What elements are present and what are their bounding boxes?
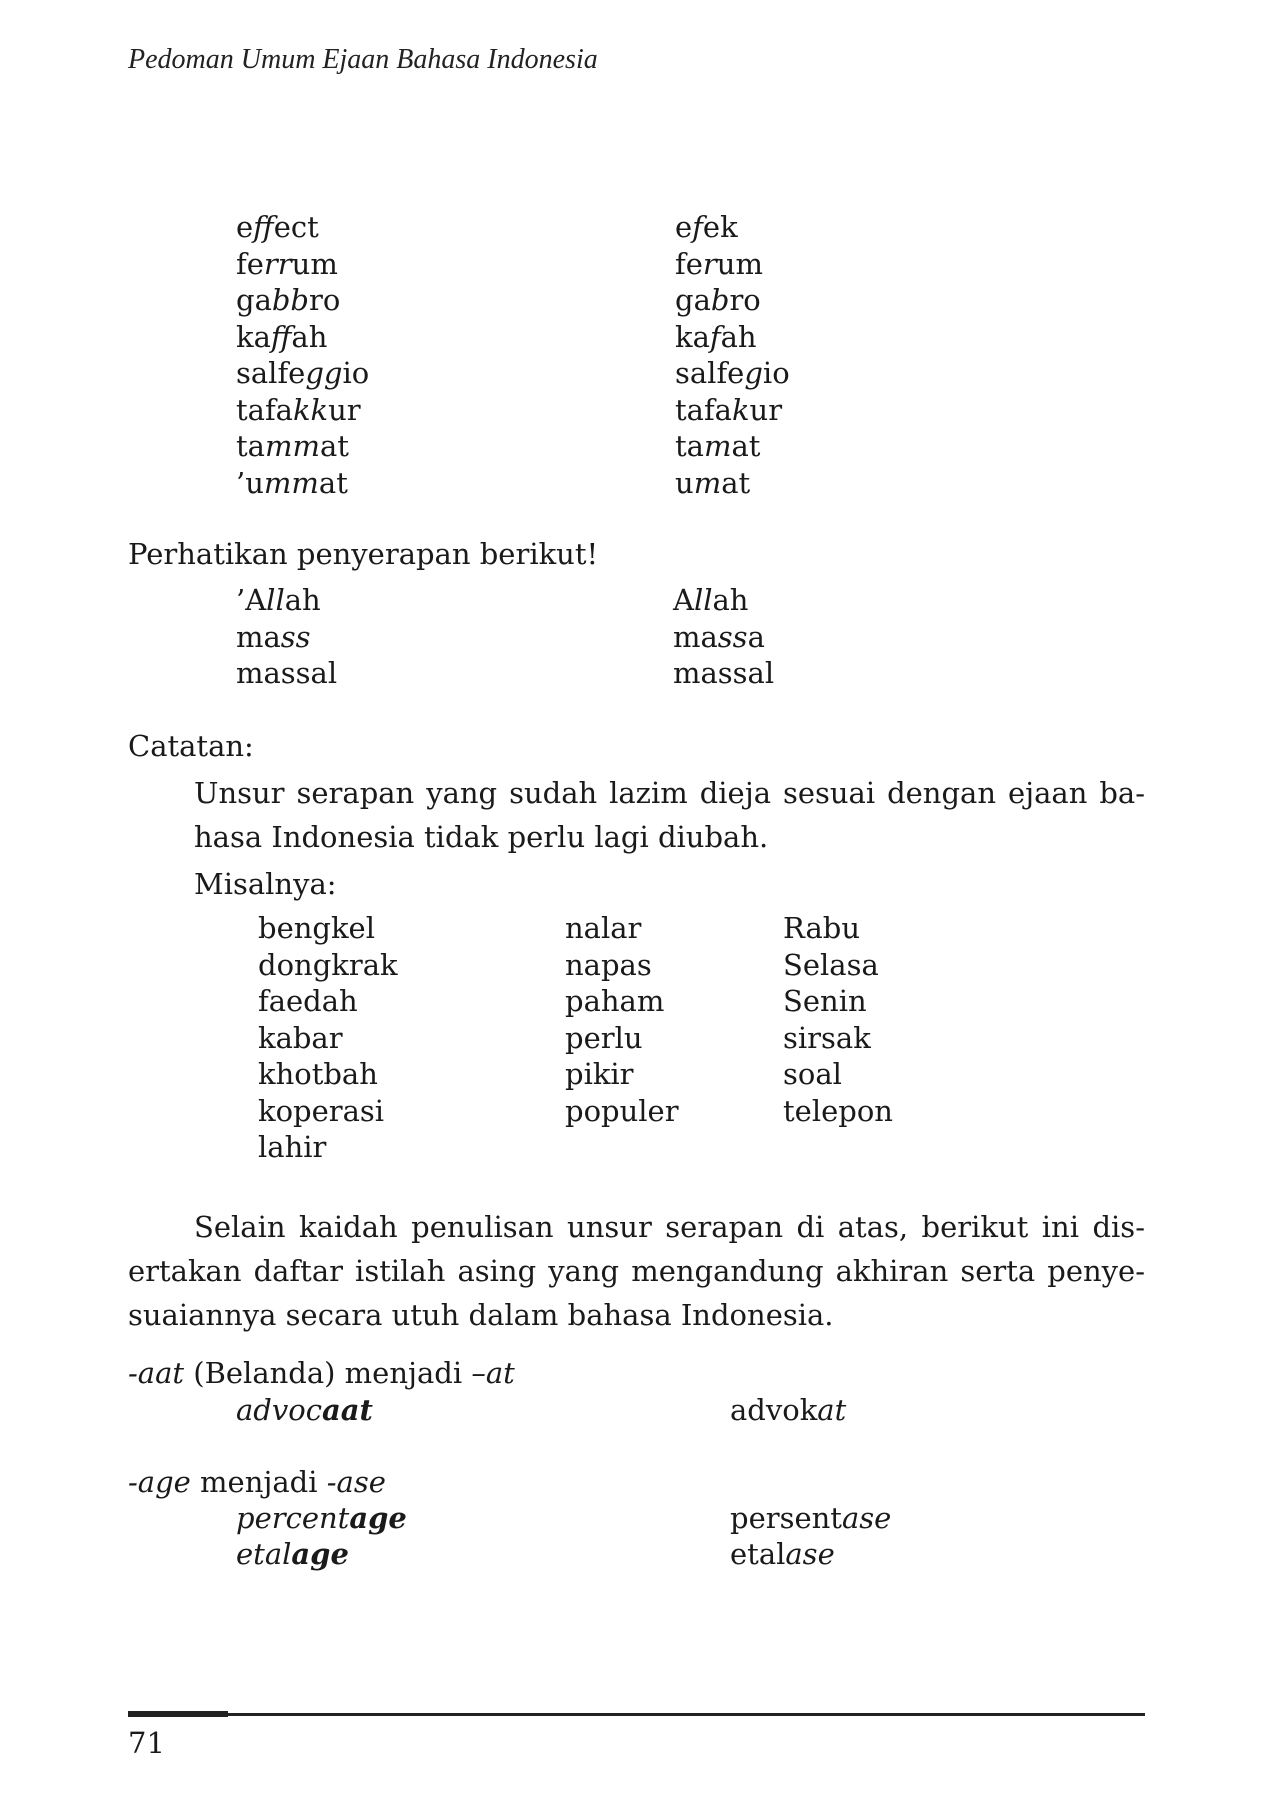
word-item: ferrum [236, 246, 338, 281]
text-line: Selain kaidah penulisan unsur serapan di atas, berikut ini dis- [194, 1210, 1145, 1244]
word-item: Selasa [783, 947, 879, 982]
word-item: lahir [258, 1130, 327, 1164]
text-line: hasa Indonesia tidak perlu lagi diubah. [194, 820, 769, 854]
rule-aat: -aat (Belanda) menjadi –at [128, 1356, 515, 1390]
word-item: bengkel [258, 911, 375, 945]
result-persentase: persentase [730, 1501, 892, 1535]
word-item: kabar [258, 1020, 343, 1055]
word-item: telepon [783, 1093, 893, 1128]
word-item: pikir [565, 1057, 634, 1091]
text-line: ertakan daftar istilah asing yang mengandung akhiran serta penye- [128, 1254, 1145, 1288]
word-item: umat [675, 465, 751, 500]
double-consonant-right-column [675, 209, 790, 501]
example-percentage: percentage [236, 1501, 407, 1535]
word-item: koperasi [258, 1093, 385, 1128]
catatan-label: Catatan: [128, 729, 254, 763]
word-item: soal [783, 1057, 842, 1091]
word-item: ’ummat [236, 465, 348, 500]
word-item: tafakur [675, 392, 783, 427]
word-item: efek [675, 210, 738, 244]
word-item: massal [673, 656, 775, 690]
word-item: massa [673, 619, 765, 654]
word-item: gabbro [236, 283, 341, 317]
word-item: Rabu [783, 911, 861, 945]
footer-rule [128, 1713, 1145, 1716]
word-item: massal [236, 656, 338, 690]
word-item: Allah [673, 583, 749, 617]
text-line: Unsur serapan yang sudah lazim dieja sesuai dengan ejaan ba- [194, 776, 1145, 810]
word-item: napas [565, 947, 652, 982]
word-item: khotbah [258, 1057, 378, 1091]
body-paragraph [128, 1205, 1145, 1337]
word-item: effect [236, 210, 319, 244]
absorption-left-column [236, 582, 337, 692]
word-item: salfeggio [236, 356, 370, 390]
rule-age: -age menjadi -ase [128, 1465, 386, 1499]
result-advokat: advokat [730, 1393, 847, 1427]
word-item: faedah [258, 984, 358, 1018]
word-item: ’Allah [236, 583, 321, 617]
result-etalase: etalase [730, 1537, 835, 1571]
example-column-1 [258, 910, 398, 1166]
word-item: salfegio [675, 356, 790, 390]
catatan-text [194, 771, 1145, 859]
word-item: nalar [565, 911, 642, 945]
word-item: gabro [675, 283, 761, 317]
word-item: mass [236, 619, 311, 654]
example-column-2 [565, 910, 679, 1129]
word-item: ferum [675, 246, 763, 281]
example-etalage: etalage [236, 1537, 349, 1571]
word-item: kafah [675, 319, 757, 354]
word-item: Senin [783, 984, 867, 1018]
example-column-3 [783, 910, 893, 1129]
word-item: populer [565, 1093, 679, 1128]
double-consonant-left-column [236, 209, 369, 501]
word-item: perlu [565, 1020, 643, 1055]
text-line: suaiannya secara utuh dalam bahasa Indonesia. [128, 1298, 834, 1332]
absorption-right-column [673, 582, 774, 692]
word-item: tammat [236, 429, 349, 463]
word-item: dongkrak [258, 947, 398, 982]
running-header: Pedoman Umum Ejaan Bahasa Indonesia [128, 44, 598, 75]
word-item: paham [565, 984, 665, 1018]
example-advocaat: advocaat [236, 1393, 373, 1427]
word-item: kaffah [236, 319, 328, 354]
misalnya-label: Misalnya: [194, 867, 337, 901]
absorption-heading: Perhatikan penyerapan berikut! [128, 537, 599, 571]
footer-rule-accent [128, 1711, 228, 1717]
page-number: 71 [128, 1726, 165, 1760]
word-item: sirsak [783, 1020, 871, 1055]
word-item: tamat [675, 429, 761, 463]
word-item: tafakkur [236, 392, 361, 427]
